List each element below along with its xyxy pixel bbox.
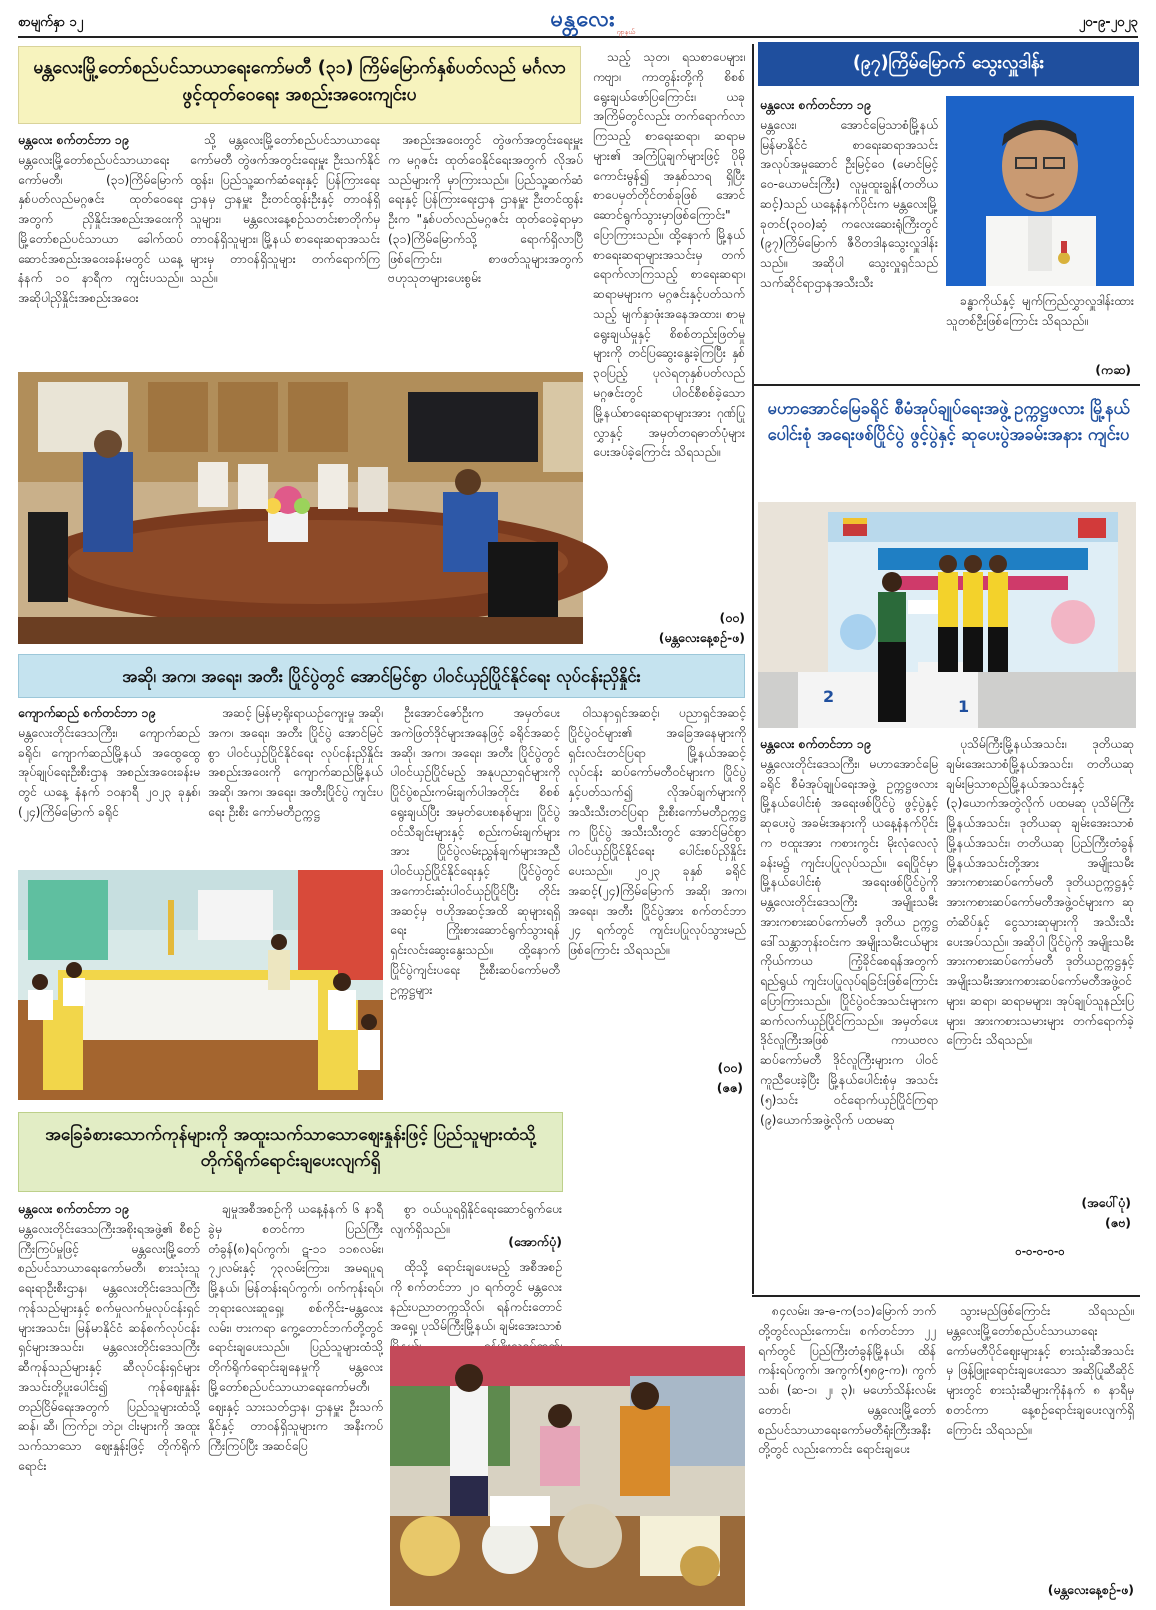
competition-meeting-photo: [18, 870, 383, 1100]
obituary-headline: (၉၇)ကြိမ်မြောက် သွေးလှူဒါန်း: [852, 53, 1045, 73]
sports-headline-box: [758, 394, 1139, 494]
article3-column-1: [18, 1200, 200, 1605]
logo-text: မန္တလေး: [550, 7, 616, 32]
newspaper-logo: [523, 4, 643, 38]
dateline: မန္တလေး စက်တင်ဘာ ၁၉: [760, 737, 871, 751]
issue-date: ၂၀-၉-၂၀၂၃: [1078, 15, 1138, 30]
article3-byline: (မန္တလေးနေ့စဉ်-ဖ): [1047, 1582, 1134, 1597]
masthead: [18, 8, 1138, 38]
article3-column-6: [758, 1302, 936, 1602]
article3-text-4: ထိုသို့ ရောင်းချပေးမည့် အစီအစဉ်ကို စက်တင်ဘာ ၂၀ ရက်တွင် မန္တလေးနည်းပညာတက္ကသိုလ်၊ ရန်ကင်းတောင်အရှေ့၊ ပုသိမ်ကြီးမြို့နယ်၊ ချမ်းအေးသာစံ: [390, 1260, 562, 1334]
article2-headline-box: [18, 654, 745, 698]
article2-column-1: [18, 704, 200, 862]
article2-column-3: [390, 704, 560, 1099]
sports-column-1: [760, 735, 938, 1285]
article3-credit: (အောက်ပုံ): [508, 1234, 562, 1249]
obituary-headline-box: [758, 42, 1139, 86]
dateline: ကျောက်ဆည် စက်တင်ဘာ ၁၉: [18, 706, 156, 720]
obituary-divider: [752, 384, 1140, 386]
food-sale-photo: [390, 1346, 745, 1606]
obituary-column-2: [946, 292, 1134, 360]
meeting-photo: [18, 372, 583, 644]
article1-column-2: [190, 131, 380, 361]
sports-text-1: မန္တလေး စက်တင်ဘာ ၁၉ မန္တလေးတိုင်းဒေသကြီး၊ မဟာအောင်မြေခရိုင် စီမံအုပ်ချုပ်ရေးအဖွဲ့ ဥက္ကဋ္ဌဖလား မြို့နယ်ပေါင်းစုံ အရေးဖစ်ပြိုင်ပွဲ ဖွင့်ပွဲနှင့်ဆုပေးပွဲ အခမ်းအနားကို ယနေ့နံနက်ပိုင်းက ဗထူးအား ကစားကွင်း မိုးလုံလေလုံခန်းမ၌ ကျင်းပပြုလုပ်သည်။ ရေပြိုင်မှာ မြို့နယ်ပေါင်းစုံ အရေးဖစ်ပြိုင်ပွဲကို မန္တလေးတိုင်းဒေသကြီး အမျိုးသမီးအားကစားဆပ်ကော်မတီ ဒုတိယ ဥက္ကဋ္ဌ ဒေါ်သန္တာဘုန်းဝင်းက အမျိုးသမီးငယ်များ ကိုယ်ကာယ ကြံ့ခိုင်စေရန်အတွက် ရည်ရွယ် ကျင်းပပြုလုပ်ရခြင်းဖြစ်ကြောင်း ပြောကြားသည်။ ပြိုင်ပွဲဝင်အသင်းများက ဆက်လက်ယှဉ်ပြိုင်ကြသည်။ အမှတ်ပေး ဒိုင်လူကြီးအဖြစ် ကာယဗလဆပ်ကော်မတီ ဒိုင်လူကြီးများက ပါဝင်ကူညီပေးခဲ့ပြီး မြို့နယ်ပေါင်းစုံမှ အသင်း (၅)သင်း ဝင်ရောက်ယှဉ်ပြိုင်ကြရာ (၉)ယောက်အဖွဲ့လိုက် ပထမဆု: [760, 737, 938, 1127]
award-ceremony-image: [758, 502, 1136, 728]
svg-text:1: 1: [958, 697, 970, 716]
article3-column-2: [208, 1200, 383, 1605]
obituary-column-1: [760, 96, 938, 360]
article2-text-2: အဆင့် မြန်မာ့ရိုးရာယဉ်ကျေးမှု အဆို၊ အက၊ အရေး၊ အတီး ပြိုင်ပွဲ အောင်မြင်စွာ ပါဝင်ယှဉ်ပြိုင်နိုင်ရေး လုပ်ငန်းညှိနှိုင်း အစည်းအဝေးကို ကျောက်ဆည်မြို့နယ် အဆို၊ အက၊ အရေး၊ အတီးပြိုင်ပွဲ ကျင်းပရေး ဦးစီး ကော်မတီဥက္ကဋ္ဌ: [208, 706, 383, 819]
article2-credit: (ဝဝ): [717, 1060, 743, 1075]
sports-headline: မဟာအောင်မြေခရိုင် စီမံအုပ်ချုပ်ရေးအဖွဲ့ ဥက္ကဋ္ဌဖလား မြို့နယ်ပေါင်းစုံ အရေးဖစ်ပြိုင်ပွဲ ဖွင့်ပွဲနှင့် ဆုပေးပွဲအခမ်းအနား ကျင်းပ: [767, 399, 1130, 444]
logo-subtext: ဂျာနယ်: [616, 28, 635, 36]
obituary-text-2: ခန္ဓာကိုယ်နှင့် မျက်ကြည်လွှာလှူဒါန်းထားသူတစ်ဦးဖြစ်ကြောင်း သိရသည်။: [946, 294, 1134, 328]
article2-column-4: [568, 704, 746, 1059]
article1-byline: (မန္တလေးနေ့စဉ်-ဖ): [658, 630, 745, 645]
article2-text-4: ဝါသနာရှင်အဆင့်၊ ပညာရှင်အဆင့် ပြိုင်ပွဲဝင်များ၏ အခြေအနေများကို ရှင်းလင်းတင်ပြရာ မြို့နယ်အဆင့် လုပ်ငန်း ဆပ်ကော်မတီဝင်များက ပြိုင်ပွဲနှင့်ပတ်သက်၍ လိုအပ်ချက်များကို အသီးသီးတင်ပြရာ ဦးစီးကော်မတီဥက္ကဋ္ဌက ပြိုင်ပွဲ အသီးသီးတွင် အောင်မြင်စွာ ပါဝင်ယှဉ်ပြိုင်နိုင်ရေး ပေါင်းစပ်ညှိနှိုင်းပေးသည်။ ၂၀၂၃ ခုနှစ် ခရိုင်အဆင့်(၂၄)ကြိမ်မြောက် အဆို၊ အက၊ အရေး၊ အတီး ပြိုင်ပွဲအား စက်တင်ဘာ ၂၄ ရက်တွင် ကျင်းပပြုလုပ်သွားမည်ဖြစ်ကြောင်း သိရသည်။: [568, 706, 746, 958]
meeting-room-image: [18, 372, 583, 644]
article2-text-3: ဦးအောင်ဇော်ဦးက အမှတ်ပေးအကဲဖြတ်ဒိုင်များအနေဖြင့် ခရိုင်အဆင့် အဆို၊ အက၊ အရေး၊ အတီး ပြိုင်ပွဲတွင် ပါဝင်ယှဉ်ပြိုင်မည့် အနုပညာရှင်များကို ပြိုင်ပွဲစည်းကမ်းချက်ပါအတိုင်း စိစစ်ရွေးချယ်ပြီး အမှတ်ပေးစနစ်များ၊ ပြိုင်ပွဲဝင်သီချင်းများနှင့် စည်းကမ်းချက်များအား ပြိုင်ပွဲလမ်းညွှန်ချက်များအညီ ပါဝင်ယှဉ်ပြိုင်နိုင်ရေးနှင့် ပြိုင်ပွဲတွင် အကောင်းဆုံးပါဝင်ယှဉ်ပြိုင်ပြီး တိုင်းအဆင့်မှ ဗဟိုအဆင့်အထိ ဆုများရရှိရေး ကြိုးစားဆောင်ရွက်သွားရန် ရှင်းလင်းဆွေးနွေးသည်။ ထို့နောက် ပြိုင်ပွဲကျင်းပရေး ဦးစီးဆပ်ကော်မတီဥက္ကဋ္ဌများ: [390, 706, 560, 997]
article1-text-3: အစည်းအဝေးတွင် တွဲဖက်အတွင်းရေးမှူးက မဂ္ဂဇင်း ထုတ်ဝေနိုင်ရေးအတွက် လိုအပ်သည်များကို မှာကြားသည်။ ပြည်သူ့ဆက်ဆံရေးနှင့် ပြန်ကြားရေးဌာန ဌာနမှူး ဦးတင်ထွန်းဦးက "နှစ်ပတ်လည်မဂ္ဂဇင်း ထုတ်ဝေခဲ့ရာမှာ (၃၁)ကြိမ်မြောက်သို့ ရောက်ရှိလာပြီဖြစ်ကြောင်း၊ စာဖတ်သူများအတွက် ဗဟုသုတများပေးစွမ်း: [388, 133, 583, 286]
article3-text-6: ၈၄လမ်း၊ အ-ဓ-က(၁၁)မြောက် ဘက်တို့တွင်လည်းကောင်း၊ စက်တင်ဘာ ၂၂ ရက်တွင် ပြည်ကြီးတံခွန်မြို့နယ်၊ ထိန်ကန်းရပ်ကွက်၊ အကွက်(၅၈၉-က)၊ ကွက်သစ်၊ (ဆ-၁၊ ၂၊ ၃)၊ မဟော်သိန်းလမ်းတောင်၊ မန္တလေးမြို့တော်စည်ပင်သာယာရေးကော်မတီရုံးကြီးအနီး တို့တွင် လည်းကောင်း ရောင်းချပေး: [758, 1304, 936, 1457]
article3-headline-box: [18, 1112, 563, 1192]
article3-text-3: စွာ ဝယ်ယူရရှိနိုင်ရေးဆောင်ရွက်ပေးလျက်ရှိသည်။: [390, 1202, 562, 1236]
article1-headline-box: [18, 46, 581, 124]
article1-credit: (ဝဝ): [719, 610, 745, 625]
obituary-byline: (ကဆ): [1095, 362, 1131, 377]
obituary-text-1: မန္တလေး စက်တင်ဘာ ၁၉ မန္တလေး၊ အောင်မြေသာစံမြို့နယ် မြန်မာနိုင်ငံ စာရေးဆရာအသင်း အလုပ်အမှုဆောင် ဦးမြင့်ဝေ (မောင်မြင့်ဝေ-ယောမင်းကြီး) လူမှုထူးချွန်(တတိယဆင့်)သည် ယနေ့နံနက်ပိုင်းက မန္တလေးမြို့ ခုတင်(၃၀၀)ဆံ့ ကလေးဆေးရုံကြီးတွင် (၉၇)ကြိမ်မြောက် ဇီဝိတဒါနသွေးလှူဒါန်းသည်။ အဆိုပါ သွေးလှူရှင်သည် သက်ဆိုင်ရာဌာနအသီးသီး: [760, 98, 938, 290]
page-number: စာမျက်နှာ ၁၂: [18, 15, 84, 30]
article3-text-1: မန္တလေး စက်တင်ဘာ ၁၉ မန္တလေးတိုင်းဒေသကြီးအစိုးရအဖွဲ့၏ စီစဉ်ကြီးကြပ်မှုဖြင့် မန္တလေးမြို့တော်စည်ပင်သာယာရေးကော်မတီ၊ စားသုံးသူရေးရာဦးစီးဌာန၊ မန္တလေးတိုင်းဒေသကြီး ကုန်သည်များနှင့် စက်မှုလက်မှုလုပ်ငန်းရှင်များအသင်း၊ မြန်မာနိုင်ငံ ဆန်စက်လုပ်ငန်းရှင်များအသင်း၊ မန္တလေးတိုင်းဒေသကြီး ဆီကုန်သည်များနှင့် ဆီလုပ်ငန်းရှင်များ အသင်းတို့ပူးပေါင်း၍ ကုန်ဈေးနှုန်း တည်ငြိမ်ရေးအတွက် ပြည်သူများထံသို့ ဆန်၊ ဆီ၊ ကြက်ဥ၊ ဘဲဥ၊ ငါးများကို အထူးသက်သာသော ဈေးနှုန်းဖြင့် တိုက်ရိုက်ရောင်း: [18, 1202, 200, 1473]
svg-text:2: 2: [823, 687, 835, 706]
article1-text-2: သို့ မန္တလေးမြို့တော်စည်ပင်သာယာရေးကော်မတီ တွဲဖက်အတွင်းရေးမှူး ဦးသက်နိုင်ထွန်း၊ ပြည်သူ့ဆက်ဆံရေးနှင့် ပြန်ကြားရေးဌာနမှ ဌာနမှူး ဦးတင်ထွန်းဦးနှင့် တာဝန်ရှိသူများ၊ မန္တလေးနေ့စဉ်သတင်းစာတိုက်မှ တာဝန်ရှိသူများ၊ မြို့နယ် စာရေးဆရာအသင်းများမှ တာဝန်ရှိသူများ တက်ရောက်ကြသည်။: [190, 133, 380, 286]
column-divider: [752, 44, 754, 1294]
market-stall-image: [390, 1346, 745, 1606]
article1-headline: မန္တလေးမြို့တော်စည်ပင်သာယာရေးကော်မတီ (၃၁) ကြိမ်မြောက်နှစ်ပတ်လည် မင်္ဂလာဖွင့်ထုတ်ဝေရေး အစည်းအဝေးကျင်းပ: [33, 58, 566, 106]
article1-column-4: [593, 48, 745, 608]
article3-column-4a: [390, 1258, 562, 1340]
article3-text-7: သွားမည်ဖြစ်ကြောင်း သိရသည်။ မန္တလေးမြို့တော်စည်ပင်သာယာရေးကော်မတီပိုင်ဈေးများနှင့် စားသုံးဆီအသင်းမှ ဖြန့်ဖြူးရောင်းချပေးသော အဆိုပြုဆီဆိုင်များတွင် စားသုံးဆီများကိုနံနက် ၈ နာရီမှ စတင်ကာ နေ့စဉ်ရောင်းချပေးလျက်ရှိကြောင်း သိရသည်။: [946, 1304, 1134, 1437]
article3-column-5: [565, 1112, 745, 1340]
article1-text-1: မန္တလေး စက်တင်ဘာ ၁၉ မန္တလေးမြို့တော်စည်ပင်သာယာရေးကော်မတီ၊ (၃၁)ကြိမ်မြောက် နှစ်ပတ်လည်မဂ္ဂဇင်း ထုတ်ဝေရေးအတွက် ညှိနှိုင်းအစည်းအဝေးကို မြို့တော်စည်ပင်သာယာ ခေါက်ထပ်ဆောင်အစည်းအဝေးခန်းမတွင် ယနေ့ နံနက် ၁၀ နာရီက ကျင်းပသည်။ အဆိုပါညှိနှိုင်းအစည်းအဝေး: [18, 133, 183, 306]
article1-column-3: [388, 131, 583, 361]
sports-column-2: [946, 735, 1134, 1185]
sports-byline: (ဇဗ): [1104, 1215, 1131, 1230]
article3-headline: အခြေခံစားသောက်ကုန်များကို အထူးသက်သာသောဈေးနှုန်းဖြင့် ပြည်သူများထံသို့ တိုက်ရိုက်ရောင်းချပေးလျက်ရှိ: [45, 1125, 536, 1172]
article2-text-1: ကျောက်ဆည် စက်တင်ဘာ ၁၉ မန္တလေးတိုင်းဒေသကြီး၊ ကျောက်ဆည်ခရိုင်၊ ကျောက်ဆည်မြို့နယ် အထွေထွေအုပ်ချုပ်ရေးဦးစီးဌာန အစည်းအဝေးခန်းမတွင် ယနေ့ နံနက် ၁၀နာရီ ၂၀၂၃ ခုနှစ်၊ (၂၄)ကြိမ်မြောက် ခရိုင်: [18, 706, 200, 819]
sports-text-2: ပုသိမ်ကြီးမြို့နယ်အသင်း၊ ဒုတိယဆု ချမ်းအေးသာစံမြို့နယ်အသင်း၊ တတိယဆု ချမ်းမြသာစည်မြို့နယ်အသင်းနှင့် (၃)ယောက်အတွဲလိုက် ပထမဆု ပုသိမ်ကြီးမြို့နယ်အသင်း၊ ဒုတိယဆု ချမ်းအေးသာစံမြို့နယ်အသင်း၊ တတိယဆု ပြည်ကြီးတံခွန်မြို့နယ်အသင်းတို့အား အမျိုးသမီးအားကစားဆပ်ကော်မတီ ဒုတိယဥက္ကဋ္ဌနှင့် အားကစားဆပ်ကော်မတီအဖွဲ့ဝင်များက ဆုတံဆိပ်နှင့် ငွေသားဆုများကို အသီးသီးပေးအပ်သည်။ အဆိုပါ ပြိုင်ပွဲကို အမျိုးသမီးအားကစားဆပ်ကော်မတီ ဒုတိယဥက္ကဋ္ဌနှင့် အမျိုးသမီးအားကစားဆပ်ကော်မတီအဖွဲ့ဝင်များ၊ ဆရာ၊ ဆရာမများ၊ အုပ်ချုပ်သူနည်းပြများ၊ အားကစားသမားများ တက်ရောက်ခဲ့ကြောင်း သိရသည်။: [946, 737, 1134, 1048]
dateline: မန္တလေး စက်တင်ဘာ ၁၉: [18, 133, 129, 147]
donor-portrait: [946, 96, 1134, 286]
hall-meeting-image: [18, 870, 383, 1100]
portrait-image: [946, 96, 1134, 286]
dateline: မန္တလေး စက်တင်ဘာ ၁၉: [18, 1202, 129, 1216]
dateline: မန္တလေး စက်တင်ဘာ ၁၉: [760, 98, 871, 112]
article3-column-7: [946, 1302, 1134, 1577]
article2-headline: အဆို၊ အက၊ အရေး၊ အတီး ပြိုင်ပွဲတွင် အောင်မြင်စွာ ပါဝင်ယှဉ်ပြိုင်နိုင်ရေး လုပ်ငန်းညှိနှိုင်း: [122, 667, 641, 686]
sports-end-mark: ၀-၀-၀-၀-၀: [1015, 1245, 1065, 1258]
article3-text-2: ချမှုအစီအစဉ်ကို ယနေ့နံနက် ၆ နာရီခွဲမှ စတင်ကာ ပြည်ကြီးတံခွန်(၈)ရပ်ကွက်၊ ဋ-၁၁ ၁၁၈လမ်း၊ ၇၂လမ်းနှင့် ၇၃လမ်းကြား၊ အမရပူရမြို့နယ်၊ မြန်တန်းရပ်ကွက်၊ ဝက်ကုန်းရပ်၊ ဘုရားလေးဆူရှေ့၊ စစ်ကိုင်း-မန္တလေးလမ်း၊ ဗားကရာ ကွေ့တောင်ဘက်တို့တွင် ရောင်းချပေးသည်။ ပြည်သူများထံသို့ တိုက်ရိုက်ရောင်းချနေမှုကို မန္တလေးမြို့တော်စည်ပင်သာယာရေးကော်မတီ၊ ဈေးနှင့် သားသတ်ဌာန၊ ဌာနမှူး ဦးသက်နိုင်နှင့် တာဝန်ရှိသူများက အနီးကပ် ကြီးကြပ်ပြီး အဆင်ပြေ: [208, 1202, 383, 1454]
sports-divider: [752, 1295, 1140, 1297]
article1-text-4: သည့် သုတ၊ ရသစာပေများ၊ ကဗျာ၊ ကာတွန်းတို့ကို စိစစ်ရွေးချယ်ဖော်ပြကြောင်း၊ ယခုအကြိမ်တွင်လည်း တက်ရောက်လာကြသည့် စာရေးဆရာ၊ ဆရာမများ၏ အကြံပြုချက်များဖြင့် ပိုမိုကောင်းမွန်၍ အနှစ်သာရ ရှိပြီး စာပေမှတ်တိုင်တစ်ခုဖြစ် အောင် ဆောင်ရွက်သွားမှာဖြစ်ကြောင်း" ပြောကြားသည်။ ထို့နောက် မြို့နယ်စာရေးဆရာများအသင်းမှ တက်ရောက်လာကြသည့် စာရေးဆရာ၊ ဆရာမများက မဂ္ဂဇင်းနှင့်ပတ်သက်သည့် မျက်နှာဖုံးအနေအထား၊ စာမူရွေးချယ်မှုနှင့် စိစစ်တည်းဖြတ်မှုများကို တင်ပြဆွေးနွေးခဲ့ကြပြီး နှစ် ၃၀ပြည့် ပုလဲရတုနှစ်ပတ်လည်မဂ္ဂဇင်းတွင် ပါဝင်စီစစ်ခဲ့သော မြို့နယ်စာရေးဆရာများအား ဂုဏ်ပြုလွှာနှင့် အမှတ်တရဓာတ်ပုံများ ပေးအပ်ခဲ့ကြောင်း သိရသည်။: [593, 50, 745, 460]
article1-column-1: [18, 131, 183, 361]
article2-byline: (ဇဇ): [716, 1080, 743, 1095]
sports-award-photo: [758, 502, 1136, 728]
sports-credit: (အပေါ်ပုံ): [1081, 1195, 1131, 1210]
article2-column-2: [208, 704, 383, 862]
